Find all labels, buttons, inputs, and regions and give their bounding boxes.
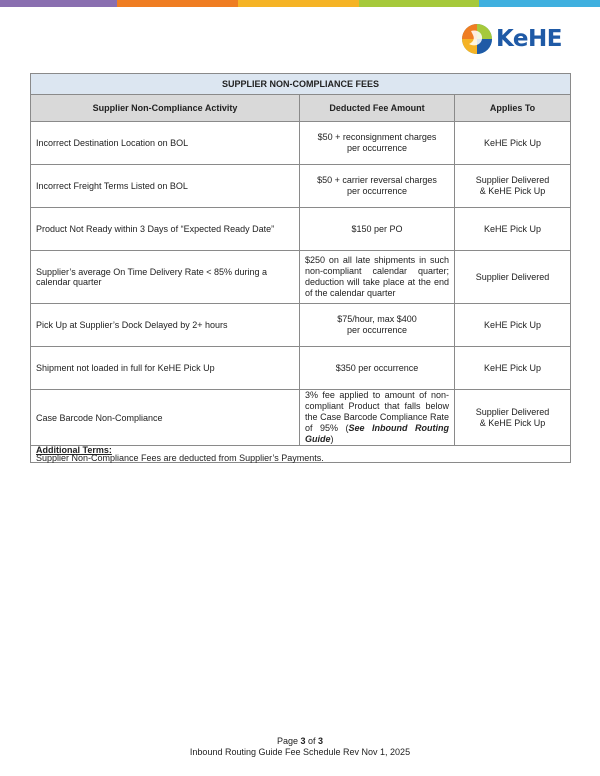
applies-cell bbox=[455, 208, 571, 251]
activity-cell: Supplier’s average On Time Delivery Rate < 85% during a calendar quarter bbox=[31, 251, 300, 304]
applies-line: & KeHE Pick Up bbox=[479, 417, 546, 428]
activity-cell: Product Not Ready within 3 Days of “Expected Ready Date” bbox=[31, 208, 300, 251]
logo-wordmark: KeHE bbox=[496, 26, 562, 52]
globe-icon bbox=[461, 23, 493, 55]
applies-line: & KeHE Pick Up bbox=[479, 186, 546, 196]
color-bar-segment bbox=[0, 0, 117, 7]
applies-line: KeHE Pick Up bbox=[483, 319, 542, 330]
table-header-row bbox=[31, 95, 571, 122]
table-row bbox=[31, 251, 571, 304]
color-bar-segment bbox=[359, 0, 479, 7]
fee-line: per occurrence bbox=[346, 325, 408, 335]
applies-cell bbox=[455, 390, 571, 446]
fee-line: $75/hour, max $400 bbox=[337, 314, 417, 324]
applies-cell bbox=[455, 165, 571, 208]
fee-cell bbox=[300, 165, 455, 208]
table-title: SUPPLIER NON-COMPLIANCE FEES bbox=[31, 74, 571, 95]
table-title-row bbox=[31, 74, 571, 95]
fee-line: $50 + carrier reversal charges bbox=[317, 175, 437, 185]
page-prefix: Page bbox=[276, 736, 301, 746]
fee-line: per occurrence bbox=[346, 143, 408, 153]
additional-terms bbox=[31, 446, 571, 463]
page-current: 3 bbox=[300, 736, 306, 746]
fee-cell bbox=[300, 390, 455, 446]
fee-line: $350 per occurrence bbox=[335, 362, 419, 373]
activity-cell: Incorrect Destination Location on BOL bbox=[31, 122, 300, 165]
header-applies: Applies To bbox=[455, 95, 571, 122]
table-row bbox=[31, 165, 571, 208]
additional-terms-row bbox=[31, 446, 571, 463]
applies-line: KeHE Pick Up bbox=[483, 223, 542, 234]
activity-cell: Shipment not loaded in full for KeHE Pick Up bbox=[31, 347, 300, 390]
color-bar-segment bbox=[117, 0, 238, 7]
fee-text-close: ) bbox=[330, 434, 334, 444]
activity-cell: Pick Up at Supplier’s Dock Delayed by 2+ hours bbox=[31, 304, 300, 347]
page-total: 3 bbox=[318, 736, 324, 746]
activity-cell: Incorrect Freight Terms Listed on BOL bbox=[31, 165, 300, 208]
footer-document-title: Inbound Routing Guide Fee Schedule Rev Nov 1, 2025 bbox=[189, 747, 411, 757]
table-row bbox=[31, 304, 571, 347]
table-row bbox=[31, 347, 571, 390]
non-compliance-fees-table bbox=[30, 73, 571, 463]
applies-line: KeHE Pick Up bbox=[483, 137, 542, 148]
applies-line: Supplier Delivered bbox=[475, 271, 550, 282]
header-fee: Deducted Fee Amount bbox=[300, 95, 455, 122]
activity-cell: Case Barcode Non-Compliance bbox=[31, 390, 300, 446]
applies-line: KeHE Pick Up bbox=[483, 362, 542, 373]
kehe-logo bbox=[461, 22, 579, 56]
fee-cell bbox=[300, 304, 455, 347]
table-row bbox=[31, 208, 571, 251]
fee-guide-reference: See Inbound Routing Guide bbox=[305, 423, 449, 444]
page-number bbox=[0, 736, 600, 746]
brand-color-bar bbox=[0, 0, 600, 7]
table-row bbox=[31, 122, 571, 165]
fee-line: $150 per PO bbox=[351, 223, 403, 234]
applies-cell bbox=[455, 122, 571, 165]
applies-cell bbox=[455, 304, 571, 347]
applies-cell bbox=[455, 347, 571, 390]
applies-line: Supplier Delivered bbox=[475, 406, 550, 417]
page-of: of bbox=[305, 736, 319, 746]
terms-text: Supplier Non-Compliance Fees are deducted from Supplier’s Payments. bbox=[36, 453, 324, 463]
table-row bbox=[31, 390, 571, 446]
fee-cell bbox=[300, 122, 455, 165]
fee-line: per occurrence bbox=[346, 186, 408, 196]
fee-cell bbox=[300, 347, 455, 390]
fee-text: 3% fee applied to amount of non-compliant Product that falls below the Case Barcode Compliance Rate of 95% ( bbox=[305, 390, 449, 433]
fee-cell bbox=[300, 208, 455, 251]
fee-cell: $250 on all late shipments in such non-compliant calendar quarter; deduction will take place at the end of the calendar quarter bbox=[300, 251, 455, 304]
color-bar-segment bbox=[238, 0, 359, 7]
applies-cell bbox=[455, 251, 571, 304]
header-activity: Supplier Non-Compliance Activity bbox=[31, 95, 300, 122]
terms-title: Additional Terms: bbox=[36, 445, 112, 455]
fee-line: $50 + reconsignment charges bbox=[317, 132, 437, 142]
applies-line: Supplier Delivered bbox=[475, 175, 550, 185]
color-bar-segment bbox=[479, 0, 600, 7]
